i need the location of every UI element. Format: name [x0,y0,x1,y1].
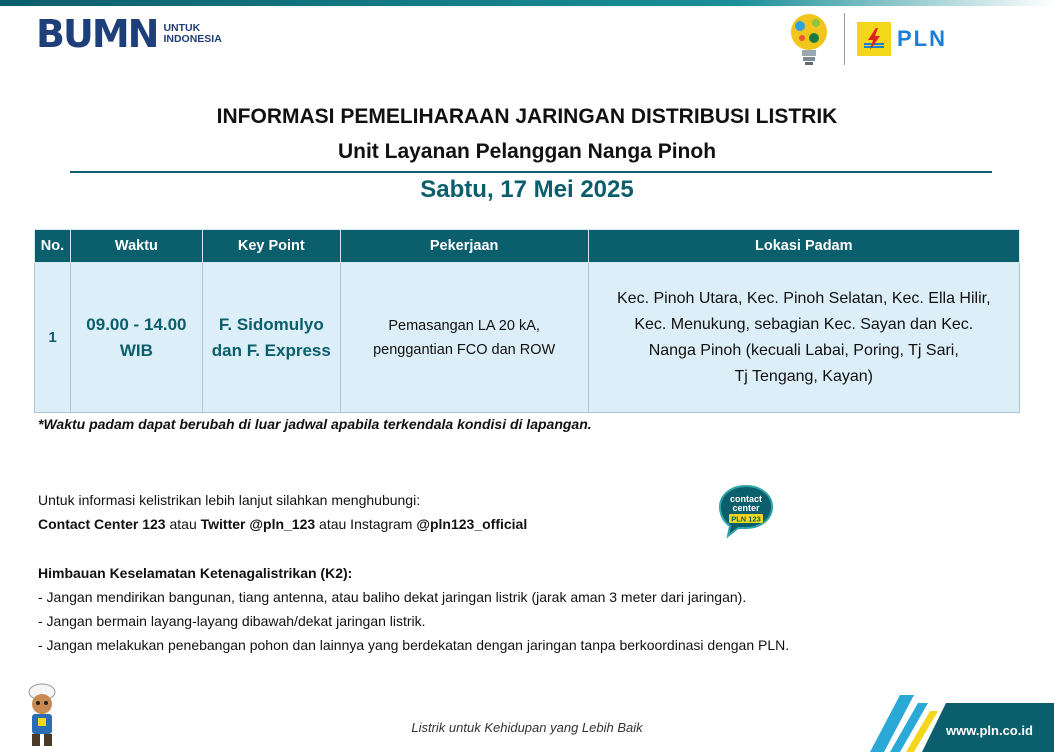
safety-advice-item: - Jangan melakukan penebangan pohon dan lainnya yang berdekatan dengan jaringan tanpa berkoordinasi dengan PLN. [38,637,790,653]
safety-advice-item: - Jangan mendirikan bangunan, tiang antenna, atau baliho dekat jaringan listrik (jarak aman 3 meter dari jaringan). [38,589,747,605]
maintenance-schedule-table [34,229,1020,413]
column-header-key-point: Key Point [202,230,340,263]
cc-logo-line2: center [732,503,760,513]
safety-advice-title: Himbauan Keselamatan Ketenagalistrikan (K2): [38,565,353,581]
top-accent-band [0,0,1054,6]
maintenance-date: Sabtu, 17 Mei 2025 [420,176,634,203]
footer-slogan: Listrik untuk Kehidupan yang Lebih Baik [411,720,643,735]
bumn-sub-line1: UNTUK [163,22,201,34]
pln-wordmark: PLN [897,26,947,51]
cc-logo-line1: contact [729,494,763,504]
page-title: INFORMASI PEMELIHARAAN JARINGAN DISTRIBUSI LISTRIK [216,105,838,128]
cell-pekerjaan-line2: penggantian FCO dan ROW [373,341,556,358]
cell-key-line2: dan F. Express [211,340,331,360]
column-header-lokasi-padam: Lokasi Padam [588,230,1019,263]
cell-waktu-line1: 09.00 - 14.00 [86,314,187,334]
cell-lokasi-padam [588,263,1019,413]
cc-logo-line3: PLN 123 [731,514,761,524]
table-header-row [35,230,1020,263]
cell-lokasi-line1: Kec. Pinoh Utara, Kec. Pinoh Selatan, Kec. Ella Hilir, [617,289,991,307]
contact-center-text: Contact Center 123 [38,516,166,532]
contact-sep2: atau Instagram [315,516,417,532]
column-header-pekerjaan: Pekerjaan [340,230,588,263]
contact-channels [38,516,527,532]
bumn-logo-mark: BUMN [36,12,158,56]
cell-key-point [202,263,340,413]
cell-pekerjaan [340,263,588,413]
column-header-waktu: Waktu [70,230,202,263]
cell-lokasi-line2: Kec. Menukung, sebagian Kec. Sayan dan Kec. [634,315,974,333]
schedule-disclaimer: *Waktu padam dapat berubah di luar jadwal apabila terkendala kondisi di lapangan. [38,416,592,432]
cell-lokasi-line4: Tj Tengang, Kayan) [734,367,873,385]
bumn-logo [36,14,222,54]
pln-logo [786,10,947,68]
cell-no: 1 [35,263,71,413]
contact-sep1: atau [165,516,201,532]
page-subtitle: Unit Layanan Pelanggan Nanga Pinoh [337,140,717,163]
bumn-sub-line2: INDONESIA [163,33,222,45]
cell-waktu [70,263,202,413]
contact-center-icon [716,482,776,538]
title-divider [70,171,992,173]
website-url[interactable]: www.pln.co.id [946,723,1033,738]
cell-key-line1: F. Sidomulyo [218,314,324,334]
cell-lokasi-line3: Nanga Pinoh (kecuali Labai, Poring, Tj Sari, [648,341,959,359]
twitter-handle: Twitter @pln_123 [200,516,316,532]
table-row [35,263,1020,413]
mascot-illustration [22,682,62,750]
instagram-handle: @pln123_official [416,516,528,532]
pln-lightning-icon [857,22,891,56]
column-header-no: No. [35,230,71,263]
cell-pekerjaan-line1: Pemasangan LA 20 kA, [388,317,540,334]
lightbulb-icon [786,10,832,68]
cell-waktu-line2: WIB [119,340,153,360]
safety-advice-item: - Jangan bermain layang-layang dibawah/dekat jaringan listrik. [38,613,426,629]
logo-divider [844,13,845,65]
bumn-logo-subtitle [163,23,221,45]
contact-intro: Untuk informasi kelistrikan lebih lanjut silahkan menghubungi: [38,492,421,508]
